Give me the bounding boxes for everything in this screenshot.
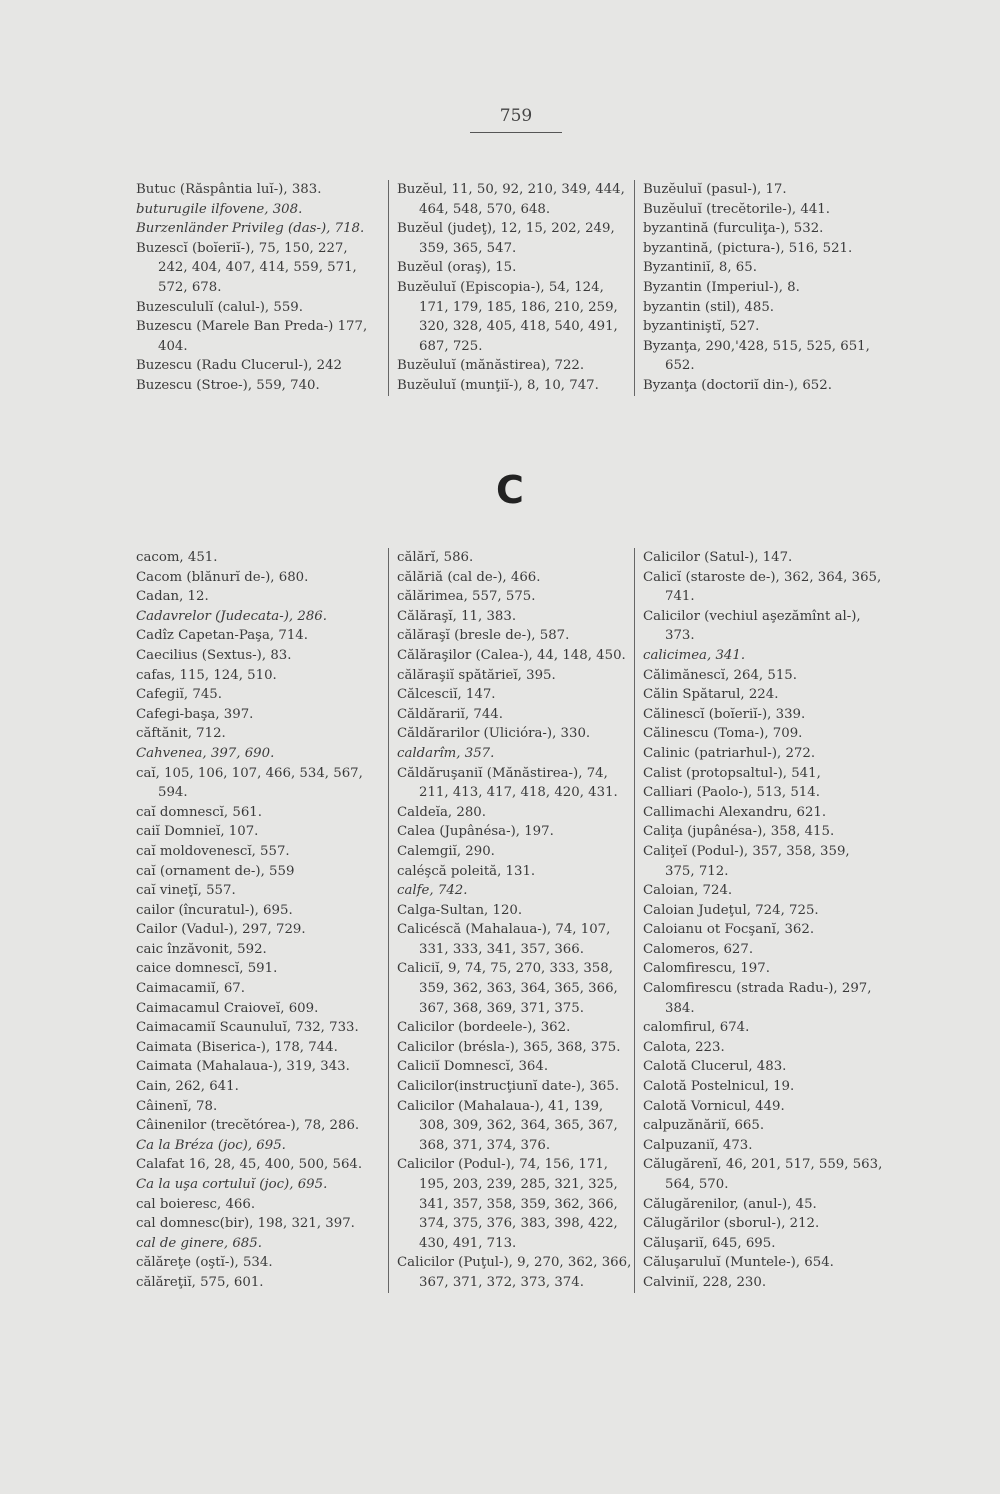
index-entry: Cain, 262, 641. [136, 1079, 239, 1095]
index-entry: Calafat 16, 28, 45, 400, 500, 564. [136, 1157, 363, 1173]
index-entry: Cahvenea, 397, 690. [136, 745, 275, 761]
index-entry: Calist (protopsaltul-), 541, [643, 765, 821, 781]
index-entry: cafas, 115, 124, 510. [136, 667, 277, 683]
index-entry: Câinenilor (trecĕtórea-), 78, 286. [136, 1118, 360, 1134]
index-entry: cal de ginere, 685. [136, 1235, 262, 1251]
index-entry: călăraşiĭ spătărieĭ, 395. [397, 667, 556, 683]
index-entry: Cadîz Capetan-Paşa, 714. [136, 628, 308, 644]
index-entry: Calliari (Paolo-), 513, 514. [643, 785, 820, 801]
index-entry: Caldeĭa, 280. [397, 804, 486, 820]
index-entry: Calicéscă (Mahalaua-), 74, 107, 331, 333, 341, 357, 366. [397, 922, 611, 957]
index-entry: Calicĭ (staroste de-), 362, 364, 365, 741. [643, 569, 882, 605]
index-entry: caléşcă poleită, 131. [397, 863, 536, 879]
index-entry: Ca la uşa cortuluĭ (joc), 695. [136, 1177, 328, 1192]
index-column-c-2 [388, 548, 635, 1293]
index-entry: caĭ, 105, 106, 107, 466, 534, 567, 594. [136, 765, 363, 801]
page-number-rule [470, 132, 562, 133]
index-entry: Calicilor (Podul-), 74, 156, 171, 195, 203, 239, 285, 321, 325, 341, 357, 358, 359, 362, 366, 374, 375, 376, 383, 398, 422, 430, 491, 713. [397, 1157, 618, 1251]
index-entry: Călugărilor (sborul-), 212. [643, 1216, 820, 1232]
index-entry: Calicilor(instrucţiunĭ date-), 365. [397, 1079, 620, 1095]
page-number: 759 [499, 106, 533, 126]
index-entry: caiĭ Domnieĭ, 107. [136, 824, 259, 840]
index-entry: Cafegiĭ, 745. [136, 687, 222, 703]
index-entry: Călcesciĭ, 147. [397, 687, 496, 703]
index-entry: Byzanţa (doctoriĭ din-), 652. [643, 377, 832, 393]
index-entry: Caloianu ot Focşanĭ, 362. [643, 922, 815, 938]
index-entry: Călugărenĭ, 46, 201, 517, 559, 563, 564, 570. [643, 1157, 883, 1192]
index-entry: Buzĕuluĭ (pasul-), 17. [643, 182, 787, 197]
index-entry: cacom, 451. [136, 550, 218, 565]
index-entry: Buzescu (Stroe-), 559, 740. [136, 377, 320, 393]
index-entry: Călimănescĭ, 264, 515. [643, 667, 797, 683]
index-entry: Butuc (Răspântia luĭ-), 383. [136, 182, 322, 197]
index-entry: Calota, 223. [643, 1039, 725, 1055]
index-entry: Caimacamiĭ Scaunuluĭ, 732, 733. [136, 1020, 359, 1036]
index-entry: Caliciĭ Domnescĭ, 364. [397, 1059, 549, 1075]
index-entry: byzantiniştĭ, 527. [643, 319, 760, 335]
index-entry: caĭ domnescĭ, 561. [136, 804, 262, 820]
index-entry: Calicilor (Puţul-), 9, 270, 362, 366, 367, 371, 372, 373, 374. [397, 1255, 632, 1290]
index-entry: Călinescĭ (boĭeriĭ-), 339. [643, 706, 806, 722]
index-entry: calicimea, 341. [643, 647, 746, 663]
index-entry: cal domnesc(bir), 198, 321, 397. [136, 1216, 355, 1232]
index-entry: Calotă Vornicul, 449. [643, 1098, 785, 1114]
index-column-b-2 [388, 180, 631, 396]
index-entry: Calicilor (brésla-), 365, 368, 375. [397, 1039, 621, 1055]
index-entry: Buzescĭ (boĭeriĭ-), 75, 150, 227, 242, 404, 407, 414, 559, 571, 572, 678. [136, 240, 357, 295]
index-entry: byzantină, (pictura-), 516, 521. [643, 240, 853, 256]
index-entry: Căluşaruluĭ (Muntele-), 654. [643, 1255, 834, 1271]
index-entry: Calga-Sultan, 120. [397, 902, 523, 918]
index-entry: buturugile ilfovene, 308. [136, 201, 303, 217]
index-entry: calfe, 742. [397, 883, 468, 899]
index-entry: Cadan, 12. [136, 589, 209, 605]
index-entry: căftănit, 712. [136, 726, 226, 742]
index-column-c-1 [136, 548, 382, 1293]
index-entry: Calicilor (bordeele-), 362. [397, 1020, 571, 1036]
index-entry: Calviniĭ, 228, 230. [643, 1274, 767, 1290]
index-entry: Ca la Bréza (joc), 695. [136, 1137, 286, 1153]
index-entry: Călăraşĭ, 11, 383. [397, 608, 517, 624]
index-entry: caĭ (ornament de-), 559 [136, 863, 295, 879]
index-entry: Caecilius (Sextus-), 83. [136, 647, 292, 663]
index-entry: Caimata (Biserica-), 178, 744. [136, 1039, 338, 1055]
index-entry: Cailor (Vadul-), 297, 729. [136, 922, 306, 938]
index-entry: Byzanţa, 290,'428, 515, 525, 651, 652. [643, 338, 870, 374]
index-entry: Calinic (patriarhul-), 272. [643, 745, 816, 761]
index-entry: Buzescu (Radu Clucerul-), 242 [136, 358, 342, 374]
index-entry: Căldărariĭ, 744. [397, 706, 503, 722]
index-entry: caĭ moldovenescĭ, 557. [136, 843, 290, 859]
index-entry: călăreţiĭ, 575, 601. [136, 1274, 264, 1290]
index-column-c-3 [634, 548, 883, 1293]
index-entry: Calpuzaniĭ, 473. [643, 1137, 753, 1153]
index-entry: Caimacamiĭ, 67. [136, 981, 245, 997]
index-entry: Călin Spătarul, 224. [643, 687, 779, 703]
index-entry: Buzescululĭ (calul-), 559. [136, 299, 303, 315]
index-entry: Caloian, 724. [643, 883, 733, 899]
index-entry: Buzĕuluĭ (mănăstirea), 722. [397, 358, 585, 374]
index-entry: caice domnescĭ, 591. [136, 961, 278, 977]
index-entry: Buzĕul (oraş), 15. [397, 260, 517, 276]
index-entry: Buzĕuluĭ (Episcopia-), 54, 124, 171, 179, 185, 186, 210, 259, 320, 328, 405, 418, 540, 491, 687, 725. [397, 279, 618, 354]
index-column-b-3 [634, 180, 883, 396]
index-entry: călăriă (cal de-), 466. [397, 569, 541, 585]
index-entry: Calotă Clucerul, 483. [643, 1059, 787, 1075]
index-entry: Buzĕul (judeţ), 12, 15, 202, 249, 359, 365, 547. [397, 221, 615, 256]
index-entry: Calomfirescu, 197. [643, 961, 770, 977]
index-entry: călărimea, 557, 575. [397, 589, 536, 605]
index-entry: byzantină (furculiţa-), 532. [643, 221, 824, 237]
index-entry: cal boieresc, 466. [136, 1196, 256, 1212]
index-entry: Burzenländer Privileg (das-), 718. [136, 221, 365, 237]
index-entry: Cacom (blănurĭ de-), 680. [136, 569, 309, 585]
index-entry: Buzĕuluĭ (trecĕtorile-), 441. [643, 201, 830, 217]
index-entry: Caliţa (jupânésa-), 358, 415. [643, 824, 835, 840]
index-entry: caĭ vineţĭ, 557. [136, 883, 236, 899]
index-entry: Caloian Judeţul, 724, 725. [643, 902, 819, 918]
index-entry: călărĭ, 586. [397, 550, 474, 565]
index-entry: Byzantiniĭ, 8, 65. [643, 260, 757, 276]
index-entry: Calomfirescu (strada Radu-), 297, 384. [643, 981, 872, 1016]
index-entry: Câinenĭ, 78. [136, 1098, 218, 1114]
index-entry: Buzescu (Marele Ban Preda-) 177, 404. [136, 319, 368, 354]
index-entry: Călinescu (Toma-), 709. [643, 726, 803, 742]
index-entry: Călugărenilor, (anul-), 45. [643, 1196, 817, 1212]
index-entry: Călăraşilor (Calea-), 44, 148, 450. [397, 647, 626, 663]
index-entry: Buzĕuluĭ (munţiĭ-), 8, 10, 747. [397, 377, 599, 393]
index-entry: Callimachi Alexandru, 621. [643, 804, 827, 820]
index-entry: Calicilor (Satul-), 147. [643, 550, 793, 565]
index-column-b-1 [136, 180, 376, 396]
index-entry: Calicilor (vechiul aşezămînt al-), 373. [643, 608, 861, 644]
index-entry: caldarîm, 357. [397, 745, 495, 761]
index-entry: byzantin (stil), 485. [643, 299, 775, 315]
index-entry: Calea (Jupânésa-), 197. [397, 824, 554, 840]
index-entry: călăraşĭ (bresle de-), 587. [397, 628, 570, 644]
index-entry: Calotă Postelnicul, 19. [643, 1079, 795, 1095]
index-entry: Căluşariĭ, 645, 695. [643, 1235, 776, 1251]
index-entry: Calomeros, 627. [643, 941, 754, 957]
index-entry: calomfirul, 674. [643, 1020, 750, 1036]
index-entry: călăreţe (oştĭ-), 534. [136, 1255, 273, 1271]
index-entry: caic înzăvonit, 592. [136, 941, 267, 957]
index-entry: Byzantin (Imperiul-), 8. [643, 279, 800, 295]
index-entry: Căldăruşaniĭ (Mănăstirea-), 74, 211, 413, 417, 418, 420, 431. [397, 765, 618, 801]
index-entry: Caliţeĭ (Podul-), 357, 358, 359, 375, 712. [643, 843, 850, 879]
index-entry: Caimata (Mahalaua-), 319, 343. [136, 1059, 350, 1075]
index-entry: Caimacamul Craioveĭ, 609. [136, 1000, 319, 1016]
index-entry: Calicilor (Mahalaua-), 41, 139, 308, 309, 362, 364, 365, 367, 368, 371, 374, 376. [397, 1098, 618, 1153]
index-entry: Caliciĭ, 9, 74, 75, 270, 333, 358, 359, 362, 363, 364, 365, 366, 367, 368, 369, 371, 375. [397, 961, 618, 1016]
index-entry: Buzĕul, 11, 50, 92, 210, 349, 444, 464, 548, 570, 648. [397, 182, 625, 217]
index-entry: calpuzănăriĭ, 665. [643, 1118, 765, 1134]
index-entry: Calemgiĭ, 290. [397, 843, 495, 859]
index-entry: Căldărarilor (Uliciόra-), 330. [397, 726, 591, 742]
index-entry: cailor (încuratul-), 695. [136, 902, 293, 918]
section-letter-heading: C [496, 468, 524, 512]
index-entry: Cadavrelor (Judecata-), 286. [136, 608, 327, 624]
index-entry: Cafegi-başa, 397. [136, 706, 254, 722]
